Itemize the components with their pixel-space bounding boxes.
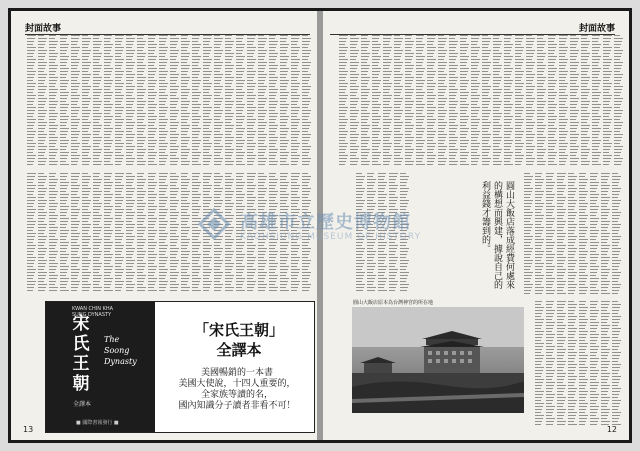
book-cover-footer: ■ 國際書報發行 ■: [76, 420, 119, 426]
text-column: [71, 173, 80, 295]
text-column: [203, 35, 212, 167]
museum-watermark: [190, 204, 450, 248]
text-column: [115, 173, 124, 295]
text-column: [137, 35, 146, 167]
ad-body-line-2: 美國大使說，十四人重要的，: [178, 379, 296, 389]
text-column: [159, 35, 168, 167]
text-column: [557, 301, 566, 427]
text-column: [383, 35, 392, 167]
photo-caption: 圓山大飯店原本為台灣神宮的所在地: [353, 300, 434, 306]
text-column: [148, 173, 157, 295]
text-column: [579, 301, 588, 427]
text-column: [493, 35, 502, 167]
text-column: [148, 35, 157, 167]
text-column: [482, 35, 491, 167]
text-column: [504, 35, 513, 167]
text-column: [568, 173, 577, 297]
text-column: [258, 35, 267, 167]
text-column: [614, 35, 623, 167]
text-column: [192, 35, 201, 167]
text-column: [93, 173, 102, 295]
ad-headline: [164, 320, 314, 360]
ad-body-line-1: 美國暢銷的一本書: [200, 368, 273, 378]
text-column: [49, 35, 58, 167]
text-column: [38, 35, 47, 167]
text-column: [546, 173, 555, 297]
text-column: [126, 35, 135, 167]
text-column: [27, 35, 36, 167]
text-column: [170, 35, 179, 167]
text-column: [537, 35, 546, 167]
text-column: [590, 173, 599, 297]
text-column: [570, 35, 579, 167]
book-cover-english-title: The Soong Dynasty: [104, 335, 137, 366]
text-column: [568, 301, 577, 427]
right-middle-right-text-columns: [519, 173, 623, 297]
text-column: [579, 173, 588, 297]
right-upper-text-columns: [335, 35, 625, 167]
text-column: [427, 35, 436, 167]
text-column: [60, 173, 69, 295]
text-column: [170, 173, 179, 295]
text-column: [93, 35, 102, 167]
right-lower-text-columns: [527, 301, 623, 427]
text-column: [460, 35, 469, 167]
book-cover-title: 宋氏王朝: [72, 314, 90, 394]
text-column: [82, 173, 91, 295]
text-column: [291, 35, 300, 167]
text-column: [372, 35, 381, 167]
text-column: [603, 35, 612, 167]
text-column: [559, 35, 568, 167]
text-column: [416, 35, 425, 167]
ad-headline-line-1: 「宋氏王朝」: [193, 321, 284, 339]
text-column: [612, 301, 621, 427]
left-upper-text-columns: [23, 35, 313, 167]
text-column: [612, 173, 621, 297]
left-page-header: 封面故事: [25, 21, 310, 35]
text-column: [302, 35, 311, 167]
text-column: [546, 301, 555, 427]
museum-logo-icon: [198, 208, 230, 240]
text-column: [590, 301, 599, 427]
text-column: [71, 35, 80, 167]
text-column: [557, 173, 566, 297]
text-column: [38, 173, 47, 295]
left-page-number: 13: [23, 425, 34, 434]
text-column: [471, 35, 480, 167]
text-column: [60, 35, 69, 167]
text-column: [82, 35, 91, 167]
text-column: [535, 301, 544, 427]
text-column: [361, 35, 370, 167]
book-cover-small-text: KWAN CHIN KHA SUNG DYNASTY: [72, 306, 114, 318]
text-column: [449, 35, 458, 167]
pull-quote: 圓山大飯店落成經費何處來的構想而興建，據說自己的利益錢才籌到的。: [480, 181, 514, 289]
grand-hotel-illustration: [352, 307, 524, 413]
text-column: [601, 173, 610, 297]
text-column: [535, 173, 544, 297]
right-page-number: 12: [606, 425, 617, 434]
book-advertisement: [45, 301, 315, 433]
text-column: [126, 173, 135, 295]
text-column: [581, 35, 590, 167]
text-column: [592, 35, 601, 167]
text-column: [280, 35, 289, 167]
text-column: [515, 35, 524, 167]
text-column: [438, 35, 447, 167]
book-cover: [46, 302, 155, 432]
grand-hotel-photo: [352, 307, 524, 413]
text-column: [601, 301, 610, 427]
text-column: [225, 35, 234, 167]
text-column: [236, 35, 245, 167]
text-column: [339, 35, 348, 167]
text-column: [104, 173, 113, 295]
text-column: [524, 173, 533, 297]
watermark-name: 高雄市立歷史博物館: [240, 212, 411, 233]
text-column: [49, 173, 58, 295]
text-column: [247, 35, 256, 167]
text-column: [159, 173, 168, 295]
text-column: [269, 35, 278, 167]
text-column: [394, 35, 403, 167]
text-column: [214, 35, 223, 167]
right-page-header: 封面故事: [330, 21, 615, 35]
text-column: [137, 173, 146, 295]
text-column: [181, 35, 190, 167]
watermark-english: KAOHSIUNG MUSEUM OF HISTORY: [240, 232, 422, 242]
ad-headline-line-2: 全譯本: [216, 341, 262, 359]
text-column: [526, 35, 535, 167]
ad-body-line-3: 全家族等讀的名，: [200, 390, 273, 400]
text-column: [548, 35, 557, 167]
text-column: [27, 173, 36, 295]
text-column: [350, 35, 359, 167]
ad-body-line-4: 國內知識分子讀者非看不可！: [178, 401, 296, 411]
text-column: [104, 35, 113, 167]
text-column: [115, 35, 124, 167]
text-column: [405, 35, 414, 167]
text-column: [181, 173, 190, 295]
book-cover-subtitle: 全譯本: [73, 401, 92, 408]
ad-body-text: [162, 368, 312, 412]
